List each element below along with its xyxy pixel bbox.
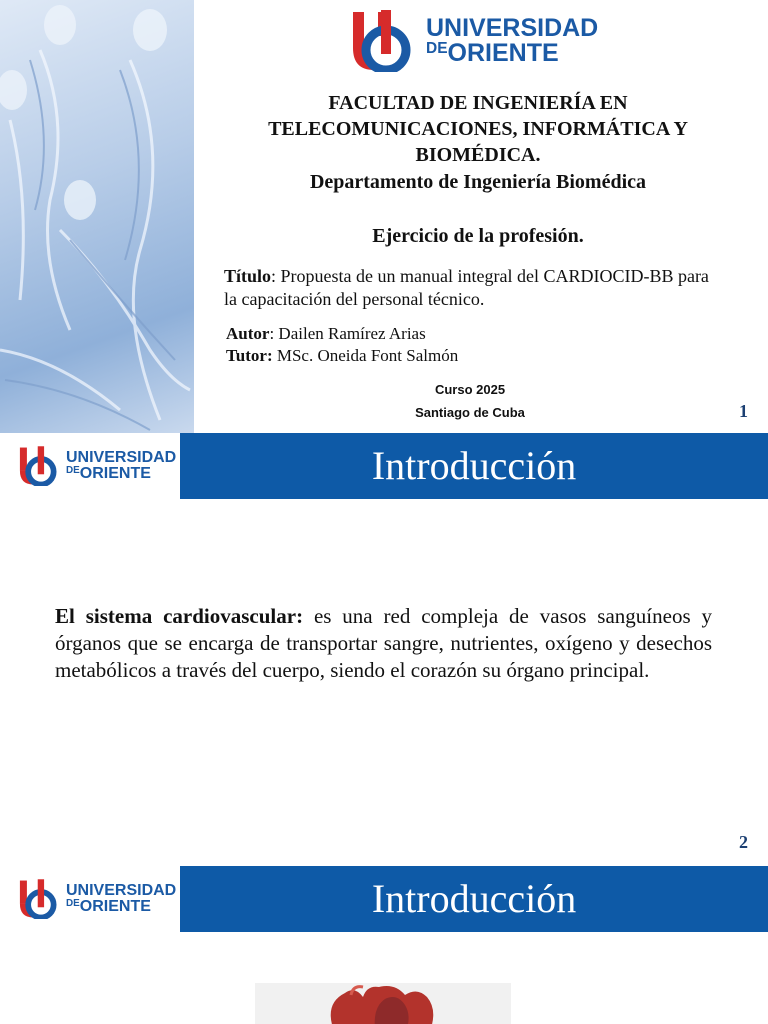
definition-paragraph [55,603,712,684]
tutor-label: Tutor: [226,346,273,365]
author-label: Autor [226,324,270,343]
heart-image [255,983,511,1024]
thesis-title [224,265,724,311]
logo-line-universidad: UNIVERSIDAD [426,14,599,42]
logo-oriente: ORIENTE [79,465,151,482]
logo-line-oriente [66,466,176,482]
uo-emblem-icon [350,10,416,72]
university-logo [350,10,598,72]
heart-illustration-icon [255,983,511,1024]
logo-wordmark [66,450,176,482]
slide-title: Introducción [371,443,577,488]
subject-heading: Ejercicio de la profesión. [372,225,584,247]
page-number: 2 [739,832,748,852]
slide-introduction-2 [0,866,768,1024]
logo-line-oriente [426,41,598,66]
university-logo [18,879,176,919]
slide-title: Introducción [371,876,577,921]
uo-emblem-icon [18,879,60,919]
course-info [370,378,570,424]
definition-term: El sistema cardiovascular: [55,604,304,628]
faculty-line-3: BIOMÉDICA. [415,144,541,166]
tutor-line [226,345,458,367]
logo-line-universidad: UNIVERSIDAD [66,882,177,899]
logo-oriente: ORIENTE [447,39,559,67]
faculty-line-2: TELECOMUNICACIONES, INFORMÁTICA Y [268,118,688,140]
definition-text: es una red compleja de vasos sanguíneos y órganos que se encarga de transportar sangre, nutrientes, oxígeno y desechos metabólicos a través del cuerpo, siendo el corazón su órgano principal. [55,604,712,682]
author-name: : Dailen Ramírez Arias [269,324,426,343]
faculty-heading [226,90,730,168]
logo-de: DE [66,898,80,909]
logo-line-oriente [66,899,176,915]
logo-de: DE [66,465,80,476]
course-year: Curso 2025 [434,382,506,397]
authors-block [226,323,458,367]
slide-introduction [0,433,768,866]
slide-cover [0,0,768,433]
page-number: 1 [739,401,748,421]
logo-oriente: ORIENTE [79,898,151,915]
title-label: Título [224,266,272,286]
uo-emblem-icon [18,446,60,486]
tutor-name: MSc. Oneida Font Salmón [272,346,459,365]
title-text: : Propuesta de un manual integral del CARDIOCID-BB para la capacitación del personal técnico. [224,266,709,309]
logo-de: DE [426,40,448,57]
course-city: Santiago de Cuba [415,405,525,420]
header-band [180,866,768,932]
relief-sculpture-image [0,0,194,433]
author-line [226,323,458,345]
logo-line-universidad: UNIVERSIDAD [66,449,177,466]
university-logo [18,446,176,486]
faculty-line-1: FACULTAD DE INGENIERÍA EN [328,92,628,114]
logo-wordmark [426,16,598,66]
department-heading: Departamento de Ingeniería Biomédica [309,171,647,193]
header-band [180,433,768,499]
logo-wordmark [66,883,176,915]
